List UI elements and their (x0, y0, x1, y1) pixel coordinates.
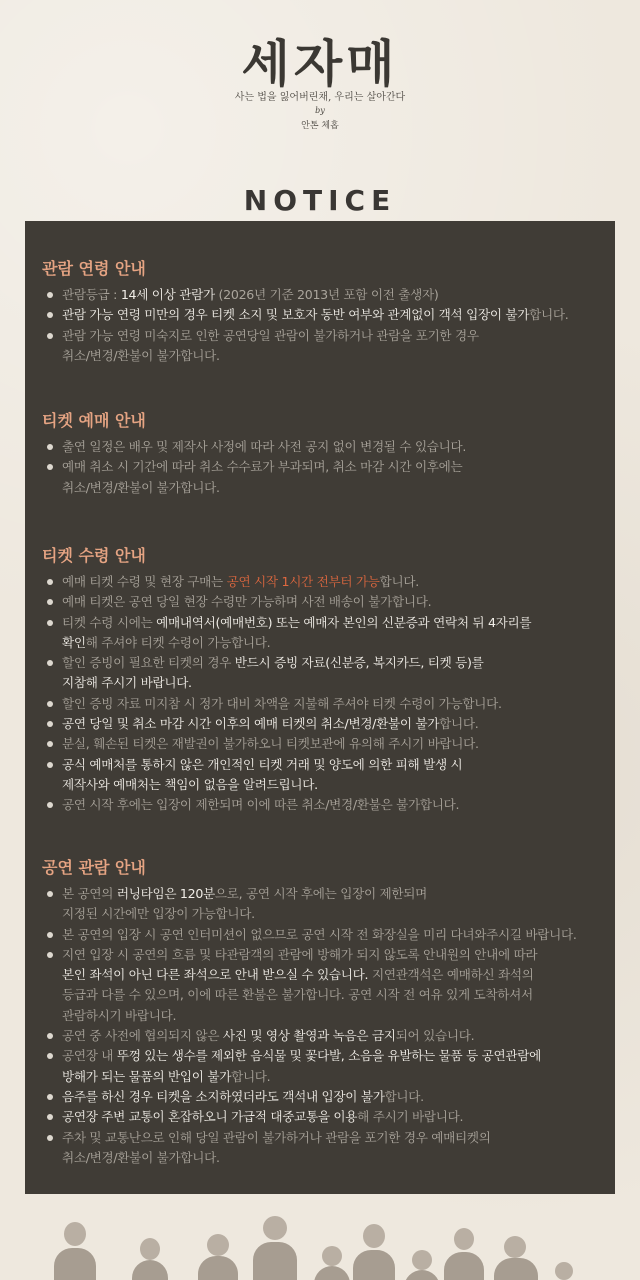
notice-item (42, 1107, 597, 1127)
notice-item (42, 1128, 597, 1169)
notice-item (42, 653, 597, 694)
notice-text: 공연장 내 (62, 1048, 117, 1064)
notice-item (42, 714, 597, 734)
notice-item (42, 734, 597, 754)
cast-figure (440, 1210, 488, 1280)
notice-text: 확인 (62, 634, 86, 650)
bullet-icon (47, 312, 53, 318)
notice-text: 공연 당일 및 취소 마감 시간 이후의 예매 티켓의 취소/변경/환불이 불가 (62, 716, 440, 732)
notice-list (42, 437, 597, 498)
notice-text: 지연관객석은 예매하신 좌석의 (368, 967, 534, 983)
notice-text: 관람하시기 바랍니다. (62, 1007, 177, 1023)
notice-text: 주차 및 교통난으로 인해 당일 관람이 불가하거나 관람을 포기한 경우 예매티켓의 (62, 1129, 491, 1145)
notice-item (42, 437, 597, 457)
notice-text: 등급과 다를 수 있으며, 이에 따른 환불은 불가합니다. 공연 시작 전 여유 있게 도착하셔서 (62, 987, 533, 1003)
bullet-icon (47, 292, 53, 298)
bullet-icon (47, 891, 53, 897)
section-title: 관람 연령 안내 (42, 259, 146, 278)
notice-text: 공연 시작 1시간 전부터 가능 (226, 574, 380, 589)
notice-text: 해 주시기 바랍니다. (357, 1109, 464, 1125)
section-viewing (42, 858, 597, 1168)
section-age (42, 259, 597, 411)
notice-text: 되어 있습니다. (395, 1028, 475, 1044)
bullet-icon (47, 741, 53, 747)
notice-item (42, 285, 597, 305)
notice-text: 공연 시작 후에는 입장이 제한되며 이에 따른 취소/변경/환불은 불가합니다. (62, 797, 460, 813)
bullet-icon (47, 932, 53, 938)
notice-item (42, 326, 597, 367)
notice-text: 지정된 시간에만 입장이 가능합니다. (62, 906, 255, 922)
notice-text: 본 공연의 (62, 886, 117, 901)
cast-figure (50, 1210, 100, 1280)
notice-item (42, 694, 597, 714)
section-title: 티켓 예매 안내 (42, 411, 146, 430)
notice-text: 관람 가능 연령 미숙지로 인한 공연당일 관람이 불가하거나 관람을 포기한 경우 (62, 327, 479, 343)
notice-text: 출연 일정은 배우 및 제작사 사정에 따라 사전 공지 없이 변경될 수 있습니다. (62, 439, 467, 454)
notice-text: 분실, 훼손된 티켓은 재발권이 불가하오니 티켓보관에 유의해 주시기 바랍니다. (62, 736, 479, 752)
notice-text: 취소/변경/환불이 불가합니다. (62, 1149, 220, 1165)
cast-figure (350, 1210, 398, 1280)
notice-text: 예매 티켓 수령 및 현장 구매는 (62, 574, 227, 589)
cast-figure (400, 1220, 444, 1280)
section-title: 공연 관람 안내 (42, 858, 146, 877)
notice-text: 반드시 증빙 자료(신분증, 복지카드, 티켓 등)를 (234, 655, 484, 671)
notice-text: 공식 예매처를 통하지 않은 개인적인 티켓 거래 및 양도에 의한 피해 발생 시 (62, 756, 463, 772)
notice-text: 취소/변경/환불이 불가합니다. (62, 347, 220, 363)
notice-list (42, 572, 597, 816)
section-ticket-pickup (42, 546, 597, 858)
notice-item (42, 572, 597, 592)
notice-text: 예매 취소 시 기간에 따라 취소 수수료가 부과되며, 취소 마감 시간 이후에는 (62, 459, 463, 475)
notice-item (42, 457, 597, 498)
bullet-icon (47, 1053, 53, 1059)
notice-text: 러닝타임은 120분 (116, 886, 215, 901)
notice-text: 합니다. (529, 307, 569, 323)
notice-text: 공연 중 사전에 협의되지 않은 (62, 1028, 223, 1044)
section-title: 티켓 수령 안내 (42, 546, 146, 565)
notice-text: 합니다. (379, 574, 419, 589)
bullet-icon (47, 1135, 53, 1141)
bullet-icon (47, 599, 53, 605)
notice-text: 본 공연의 입장 시 공연 인터미션이 없으므로 공연 시작 전 화장실을 미리 다녀와주시길 바랍니다. (62, 926, 577, 942)
notice-text: 14세 이상 관람가 (120, 287, 215, 302)
cast-figure (310, 1220, 354, 1280)
notice-text: 제작사와 예매처는 책임이 없음을 알려드립니다. (62, 776, 318, 792)
bullet-icon (47, 952, 53, 958)
notice-text: 할인 증빙이 필요한 티켓의 경우 (62, 655, 235, 671)
notice-list (42, 884, 597, 1168)
notice-item (42, 884, 597, 925)
notice-text: 예매 티켓은 공연 당일 현장 수령만 가능하며 사전 배송이 불가합니다. (62, 594, 432, 610)
notice-item (42, 1046, 597, 1087)
notice-text: 본인 좌석이 아닌 다른 좌석으로 안내 받으실 수 있습니다. (62, 967, 369, 983)
bullet-icon (47, 802, 53, 808)
bullet-icon (47, 1094, 53, 1100)
section-booking (42, 411, 597, 546)
notice-text: 예매내역서(예매번호) 또는 예매자 본인의 신분증과 연락처 뒤 4자리를 (156, 614, 532, 630)
bullet-icon (47, 721, 53, 727)
notice-panel (25, 221, 615, 1194)
notice-item (42, 613, 597, 654)
notice-item (42, 1087, 597, 1107)
bullet-icon (47, 1033, 53, 1039)
notice-text: 공연장 주변 교통이 혼잡하오니 가급적 대중교통을 이용 (62, 1109, 358, 1125)
notice-text: 관람등급 : (62, 287, 121, 302)
by-label: by (315, 106, 325, 115)
notice-item (42, 305, 597, 325)
notice-item (42, 925, 597, 945)
notice-heading: NOTICE (243, 184, 397, 217)
bullet-icon (47, 701, 53, 707)
notice-text: 할인 증빙 자료 미지참 시 정가 대비 차액을 지불해 주셔야 티켓 수령이 가능합니다. (62, 695, 502, 711)
notice-item (42, 945, 597, 1026)
notice-text: 해 주셔야 티켓 수령이 가능합니다. (85, 634, 271, 650)
cast-figure (250, 1206, 300, 1280)
notice-text: 티켓 수령 시에는 (62, 614, 157, 630)
bullet-icon (47, 660, 53, 666)
notice-text: 합니다. (439, 716, 479, 732)
notice-text: 뚜껑 있는 생수를 제외한 음식물 및 꽃다발, 소음을 유발하는 물품 등 공연관람에 (116, 1048, 542, 1064)
notice-text: 합니다. (231, 1068, 271, 1084)
notice-text: 음주를 하신 경우 티켓을 소지하였더라도 객석내 입장이 불가 (62, 1088, 385, 1104)
notice-item (42, 592, 597, 612)
cast-figure (545, 1220, 585, 1280)
cast-silhouette-illustration (0, 1200, 640, 1280)
bullet-icon (47, 444, 53, 450)
cast-figure (195, 1216, 241, 1280)
show-subtitle: 사는 법을 잃어버린채, 우리는 살아간다 (234, 92, 406, 103)
bullet-icon (47, 464, 53, 470)
cast-figure (490, 1210, 542, 1280)
notice-item (42, 755, 597, 796)
notice-text: 지연 입장 시 공연의 흐름 및 타관람객의 관람에 방해가 되지 않도록 안내원의 안내에 따라 (62, 946, 538, 962)
notice-text: 지참해 주시기 바랍니다. (62, 675, 192, 691)
bullet-icon (47, 762, 53, 768)
notice-text: 방해가 되는 물품의 반입이 불가 (62, 1068, 232, 1084)
notice-item (42, 1026, 597, 1046)
bullet-icon (47, 579, 53, 585)
notice-list (42, 285, 597, 366)
author-name: 안톤 체홉 (301, 121, 339, 131)
bullet-icon (47, 1114, 53, 1120)
notice-text: (2026년 기준 2013년 포함 이전 출생자) (214, 287, 439, 302)
notice-text: 사진 및 영상 촬영과 녹음은 금지 (222, 1028, 396, 1044)
bullet-icon (47, 620, 53, 626)
cast-figure (128, 1220, 172, 1280)
notice-text: 취소/변경/환불이 불가합니다. (62, 479, 220, 495)
bullet-icon (47, 333, 53, 339)
notice-text: 으로, 공연 시작 후에는 입장이 제한되며 (214, 886, 427, 901)
show-title-logo: 세자매 (241, 34, 399, 93)
notice-text: 합니다. (384, 1088, 424, 1104)
notice-item (42, 795, 597, 815)
notice-text: 관람 가능 연령 미만의 경우 티켓 소지 및 보호자 동반 여부와 관계없이 객석 입장이 불가 (62, 307, 530, 323)
